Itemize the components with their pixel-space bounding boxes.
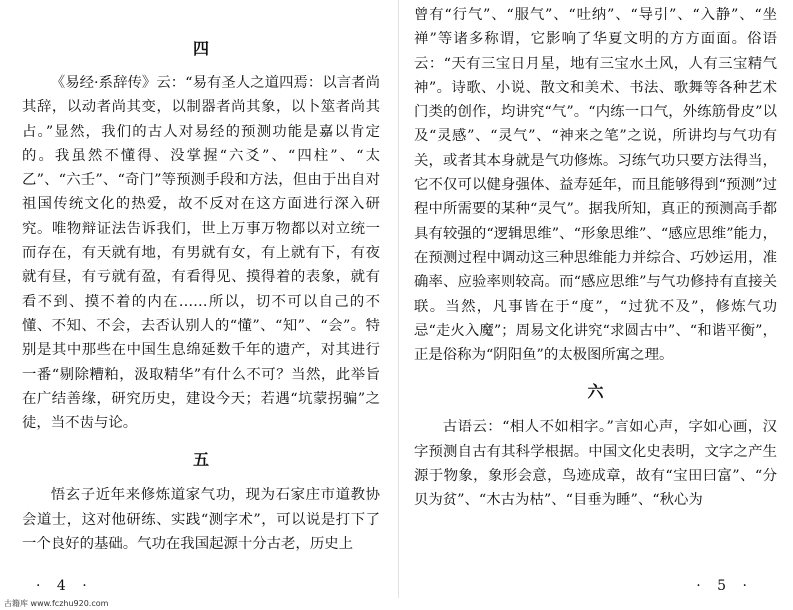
page-number-right: · 5 · bbox=[696, 578, 753, 594]
left-page bbox=[0, 0, 398, 598]
left-paragraph-1: 《易经·系辞传》云：“易有圣人之道四焉：以言者尚其辞，以动者尚其变，以制器者尚其象，以卜筮者尚其占。”显然，我们的古人对易经的预测功能是嘉以肯定的。我虽然不懂得、没掌握“六爻”、“四柱”、“太乙”、“六壬”、“奇门”等预测手段和方法，但由于出自对祖国传统文化的热爱，故不反对在这方面进行深入研究。唯物辩证法告诉我们，世上万事万物都以对立统一而存在，有天就有地，有男就有女，有上就有下，有夜就有昼，有亏就有盈，有看得见、摸得着的表象，就有看不到、摸不着的内在……所以，切不可以自己的不懂、不知、不会，去否认别人的“懂”、“知”、“会”。特别是其中那些在中国生息绵延数千年的遗产，对其进行一番“剔除糟粕，汲取精华”有什么不可？当然，此举旨在广结善缘，研究历史，建设今天；若遇“坑蒙拐骗”之徒，当不齿与论。 bbox=[22, 75, 380, 432]
right-paragraph-2: 古语云：“相人不如相字。”言如心声，字如心画，汉字预测自古有其科学根据。中国文化史表明，文字之产生源于物象，象形会意，鸟迹成章，故有“宝田曰富”、“分贝为贫”、“木古为枯”、“目垂为睡”、“秋心为 bbox=[414, 419, 777, 509]
page-divider bbox=[398, 0, 399, 598]
page-number-left: · 4 · bbox=[36, 578, 93, 594]
right-page bbox=[400, 0, 793, 598]
section-heading-six: 六 bbox=[587, 382, 604, 402]
section-heading-five: 五 bbox=[192, 450, 209, 470]
section-heading-four: 四 bbox=[192, 39, 209, 58]
right-paragraph-1: 曾有“行气”、“服气”、“吐纳”、“导引”、“入静”、“坐禅”等诸多称谓，它影响了华夏文明的方方面面。俗语云：“天有三宝日月星，地有三宝水土风，人有三宝精气神”。诗歌、小说、散文和美术、书法、歌舞等各种艺术门类的创作，均讲究“气”。“内练一口气，外练筋骨皮”以及“灵感”、“灵气”、“神来之笔”之说，所讲均与气功有关，或者其本身就是气功修炼。习练气功只要方法得当，它不仅可以健身强体、益寿延年，而且能够得到“预测”过程中所需要的某种“灵气”。据我所知，真正的预测高手都具有较强的“逻辑思维”、“形象思维”、“感应思维”能力，在预测过程中调动这三种思维能力并综合、巧妙运用，准确率、应验率则较高。而“感应思维”与气功修持有直接关联。当然，凡事皆在于“度”，“过犹不及”，修炼气功忌“走火入魔”；周易文化讲究“求圆古中”、“和谐平衡”，正是俗称为“阴阳鱼”的太极图所寓之理。 bbox=[414, 7, 777, 364]
left-paragraph-2: 悟玄子近年来修炼道家气功，现为石家庄市道教协会道士，这对他研练、实践“测字术”，可以说是打下了一个良好的基础。气功在我国起源十分古老，历史上 bbox=[22, 487, 380, 553]
site-watermark: 古籍库 www.fczhu920.com bbox=[4, 599, 109, 608]
